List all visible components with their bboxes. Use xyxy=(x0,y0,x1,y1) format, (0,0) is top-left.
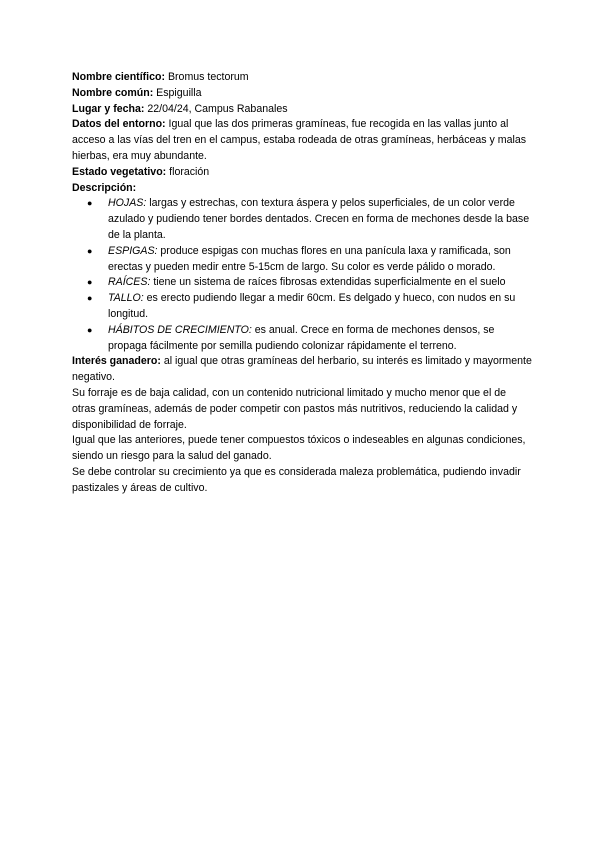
description-item-espigas xyxy=(72,244,532,276)
place-date-line xyxy=(72,102,532,118)
description-item-tallo xyxy=(72,291,532,323)
common-name-label: Nombre común: xyxy=(72,86,154,99)
vegetative-state-label: Estado vegetativo: xyxy=(72,165,167,178)
livestock-interest-label: Interés ganadero: xyxy=(72,355,161,368)
description-item-raices xyxy=(72,275,532,291)
scientific-name-label: Nombre científico: xyxy=(72,71,166,83)
description-text: es anual. Crece en forma de mechones densos, se propaga fácilmente por semilla pudiendo colonizar rápidamente el terreno. xyxy=(108,323,495,352)
description-heading-line xyxy=(72,181,532,197)
description-item-hojas xyxy=(72,196,532,243)
vegetative-state-line xyxy=(72,165,532,181)
bullet-icon: ● xyxy=(87,245,93,256)
description-term: ESPIGAS: xyxy=(108,244,158,257)
place-date-value: 22/04/24, Campus Rabanales xyxy=(144,102,288,115)
vegetative-state-value: floración xyxy=(166,165,210,178)
livestock-interest-line xyxy=(72,354,532,386)
bullet-icon: ● xyxy=(87,277,93,288)
scientific-name-line xyxy=(72,70,532,86)
bullet-icon: ● xyxy=(87,198,93,209)
description-term: RAÍCES: xyxy=(108,276,151,289)
livestock-interest-value: al igual que otras gramíneas del herbario, su interés es limitado y mayormente negativo. xyxy=(72,355,532,384)
place-date-label: Lugar y fecha: xyxy=(72,102,145,115)
description-text: es erecto pudiendo llegar a medir 60cm. Es delgado y hueco, con nudos en su longitud. xyxy=(108,292,516,320)
description-term: HÁBITOS DE CRECIMIENTO: xyxy=(108,323,252,336)
paragraph-forage: Su forraje es de baja calidad, con un contenido nutricional limitado y mucho menor que el de otras gramíneas, además de poder competir con pastos más nutritivos, reduciendo la calidad y disponibilidad de forraje. xyxy=(72,386,518,431)
document-body xyxy=(72,70,532,497)
paragraph-control: Se debe controlar su crecimiento ya que es considerada maleza problemática, pudiendo invadir pastizales y áreas de cultivo. xyxy=(72,465,521,494)
description-text: tiene un sistema de raíces fibrosas extendidas superficialmente en el suelo xyxy=(150,276,506,289)
description-label: Descripción: xyxy=(72,181,137,194)
description-term: HOJAS: xyxy=(108,197,147,210)
description-item-habitos xyxy=(72,323,532,355)
common-name-value: Espiguilla xyxy=(153,86,202,99)
description-term: TALLO: xyxy=(108,292,144,305)
description-text: largas y estrechas, con textura áspera y pelos superficiales, de un color verde azulado y pudiendo tener bordes dentados. Crecen en forma de mechones desde la base de la planta. xyxy=(108,197,530,241)
environment-label: Datos del entorno: xyxy=(72,118,166,131)
environment-line xyxy=(72,117,532,164)
bullet-icon: ● xyxy=(87,324,93,335)
description-list xyxy=(72,196,532,354)
common-name-line xyxy=(72,86,532,102)
scientific-name-value: Bromus tectorum xyxy=(165,71,249,83)
environment-value: Igual que las dos primeras gramíneas, fue recogida en las vallas junto al acceso a las vías del tren en el campus, estaba rodeada de otras gramíneas, herbáceas y malas hierbas, era muy abundante. xyxy=(72,118,527,162)
description-text: produce espigas con muchas flores en una panícula laxa y ramificada, son erectas y pueden medir entre 5-15cm de largo. Su color es verde pálido o morado. xyxy=(108,244,511,273)
bullet-icon: ● xyxy=(87,293,93,304)
paragraph-toxicity: Igual que las anteriores, puede tener compuestos tóxicos o indeseables en algunas condiciones, siendo un riesgo para la salud del ganado. xyxy=(72,434,526,463)
